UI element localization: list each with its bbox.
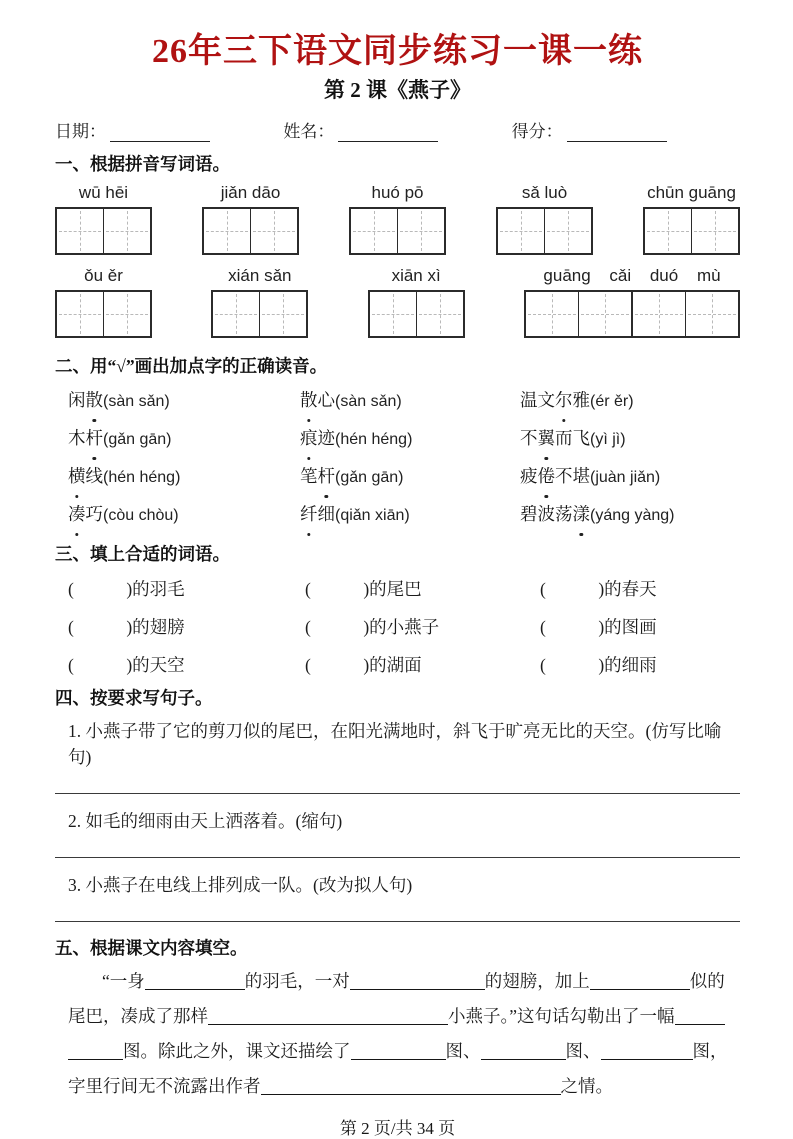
section-1-heading: 一、根据拼音写词语。 bbox=[55, 154, 230, 175]
pinyin-word-group bbox=[368, 265, 465, 338]
fill-blank[interactable] bbox=[68, 1045, 123, 1060]
sentence-text: 1. 小燕子带了它的剪刀似的尾巴，在阳光满地时，斜飞于旷亮无比的天空。(仿写比喻句) bbox=[68, 721, 722, 768]
score-field bbox=[512, 117, 740, 142]
pronunciation-item bbox=[520, 496, 740, 534]
name-label: 姓名： bbox=[283, 122, 335, 142]
pinyin-options[interactable]: (gǎn gān) bbox=[335, 469, 404, 487]
writing-cell[interactable] bbox=[204, 209, 251, 253]
paragraph-text: 小燕子。”这句话勾勒出了一幅 bbox=[448, 1006, 675, 1027]
dotted-character: 凑 bbox=[68, 496, 86, 533]
answer-line[interactable] bbox=[55, 920, 740, 922]
fill-blank[interactable] bbox=[675, 1010, 725, 1025]
pinyin-word-group bbox=[349, 182, 446, 255]
fill-word-item[interactable]: ( )的翅膀 bbox=[68, 617, 185, 638]
pinyin-word-group bbox=[55, 182, 152, 255]
cloze-line bbox=[68, 1034, 740, 1069]
target-word: 疲倦不堪 bbox=[520, 466, 590, 486]
pinyin-options[interactable]: (gǎn gān) bbox=[103, 431, 172, 449]
cloze-line bbox=[68, 999, 740, 1034]
fill-blank[interactable] bbox=[208, 1010, 448, 1025]
pinyin-word-group bbox=[643, 182, 740, 255]
pinyin-options[interactable]: (sàn sǎn) bbox=[335, 393, 402, 411]
pinyin-options[interactable]: (sàn sǎn) bbox=[103, 393, 170, 411]
section-2-heading: 二、用“√”画出加点字的正确读音。 bbox=[55, 356, 328, 377]
target-word: 笔杆 bbox=[300, 466, 335, 486]
dotted-character: 杆 bbox=[318, 458, 336, 495]
writing-cell[interactable] bbox=[351, 209, 398, 253]
answer-line[interactable] bbox=[55, 856, 740, 858]
writing-cell[interactable] bbox=[579, 292, 633, 336]
fill-blank[interactable] bbox=[350, 975, 485, 990]
score-label: 得分： bbox=[511, 122, 563, 142]
writing-cell[interactable] bbox=[545, 209, 591, 253]
pinyin-label: xián sǎn bbox=[228, 266, 292, 286]
pinyin-label: wū hēi bbox=[78, 183, 129, 203]
pinyin-options[interactable]: (hén héng) bbox=[103, 469, 181, 487]
pinyin-options[interactable]: (còu chòu) bbox=[103, 507, 179, 525]
pinyin-label: sǎ luò bbox=[521, 183, 568, 203]
dotted-character: 痕 bbox=[300, 420, 318, 457]
target-word: 凑巧 bbox=[68, 504, 103, 524]
paragraph-text: 字里行间无不流露出作者 bbox=[68, 1076, 261, 1097]
writing-cell[interactable] bbox=[692, 209, 738, 253]
cloze-line bbox=[68, 964, 740, 999]
writing-grid[interactable] bbox=[349, 207, 446, 255]
pronunciation-item bbox=[68, 420, 300, 458]
sentence-text: 2. 如毛的细雨由天上洒落着。(缩句) bbox=[68, 811, 343, 832]
target-word: 痕迹 bbox=[300, 428, 335, 448]
fill-word-item[interactable]: ( )的春天 bbox=[540, 579, 657, 600]
writing-cell[interactable] bbox=[686, 292, 738, 336]
fill-word-item[interactable]: ( )的尾巴 bbox=[305, 579, 422, 600]
pinyin-options[interactable]: (yáng yàng) bbox=[590, 507, 675, 525]
writing-cell[interactable] bbox=[398, 209, 444, 253]
target-word: 横线 bbox=[68, 466, 103, 486]
writing-grid[interactable] bbox=[211, 290, 308, 338]
name-field bbox=[283, 117, 511, 142]
pinyin-options[interactable]: (yì jì) bbox=[590, 431, 626, 449]
writing-cell[interactable] bbox=[251, 209, 297, 253]
target-word: 木杆 bbox=[68, 428, 103, 448]
writing-cell[interactable] bbox=[633, 292, 686, 336]
fill-blank[interactable] bbox=[481, 1045, 566, 1060]
target-word: 不翼而飞 bbox=[520, 428, 590, 448]
writing-cell[interactable] bbox=[104, 292, 150, 336]
target-word: 闲散 bbox=[68, 390, 103, 410]
fill-blank[interactable] bbox=[590, 975, 690, 990]
lesson-title: 第 2 课《燕子》 bbox=[324, 77, 471, 102]
pinyin-grid-row-2 bbox=[55, 265, 740, 338]
dotted-character: 散 bbox=[300, 382, 318, 419]
name-blank-line[interactable] bbox=[338, 126, 438, 142]
pronunciation-item bbox=[68, 382, 300, 420]
fill-word-grid bbox=[68, 570, 740, 684]
writing-cell[interactable] bbox=[57, 292, 104, 336]
fill-word-item[interactable]: ( )的小燕子 bbox=[305, 617, 440, 638]
dotted-character: 尔 bbox=[555, 382, 573, 419]
pinyin-word-group bbox=[496, 182, 593, 255]
date-field bbox=[55, 117, 283, 142]
pinyin-label: ǒu ěr bbox=[84, 266, 123, 286]
dotted-character: 杆 bbox=[86, 420, 104, 457]
fill-word-item[interactable]: ( )的图画 bbox=[540, 617, 657, 638]
section-4-heading: 四、按要求写句子。 bbox=[55, 688, 213, 709]
pinyin-word-group bbox=[55, 265, 152, 338]
date-blank-line[interactable] bbox=[110, 126, 210, 142]
writing-grid[interactable] bbox=[524, 290, 740, 338]
pronunciation-item bbox=[68, 496, 300, 534]
pronunciation-item bbox=[68, 458, 300, 496]
paragraph-text: 图。除此之外，课文还描绘了 bbox=[123, 1041, 351, 1062]
dotted-character: 横 bbox=[68, 458, 86, 495]
fill-word-item[interactable]: ( )的湖面 bbox=[305, 655, 422, 676]
paragraph-text: 的翅膀，加上 bbox=[484, 971, 590, 992]
writing-cell[interactable] bbox=[370, 292, 417, 336]
paragraph-text: 图、 bbox=[565, 1041, 601, 1062]
writing-grid[interactable] bbox=[368, 290, 465, 338]
writing-cell[interactable] bbox=[57, 209, 104, 253]
writing-grid[interactable] bbox=[496, 207, 593, 255]
writing-grid[interactable] bbox=[55, 207, 152, 255]
pinyin-label: chūn guāng bbox=[647, 183, 736, 203]
pronunciation-item bbox=[520, 420, 740, 458]
dotted-character: 漾 bbox=[573, 496, 591, 533]
writing-cell[interactable] bbox=[417, 292, 463, 336]
writing-cell[interactable] bbox=[526, 292, 579, 336]
pinyin-word-group bbox=[524, 265, 740, 338]
fill-blank[interactable] bbox=[601, 1045, 693, 1060]
section-3-heading: 三、填上合适的词语。 bbox=[55, 544, 230, 565]
pinyin-options[interactable]: (juàn jiǎn) bbox=[590, 469, 661, 487]
pinyin-label: guāng cǎi duó mù bbox=[543, 266, 721, 286]
pronunciation-item bbox=[520, 458, 740, 496]
writing-grid[interactable] bbox=[643, 207, 740, 255]
target-word: 纤细 bbox=[300, 504, 335, 524]
answer-line[interactable] bbox=[55, 792, 740, 794]
dotted-character: 纤 bbox=[300, 496, 318, 533]
dotted-character: 散 bbox=[86, 382, 104, 419]
paragraph-text: 之情。 bbox=[560, 1076, 613, 1097]
pinyin-label: jiǎn dāo bbox=[220, 183, 281, 203]
paragraph-text: 图， bbox=[692, 1041, 728, 1062]
pinyin-options[interactable]: (qiǎn xiān) bbox=[335, 507, 410, 525]
pronunciation-item bbox=[300, 458, 520, 496]
pinyin-options[interactable]: (hén héng) bbox=[335, 431, 413, 449]
pronunciation-item bbox=[300, 420, 520, 458]
cloze-paragraph bbox=[68, 964, 740, 1104]
fill-blank[interactable] bbox=[261, 1080, 561, 1095]
fill-word-item[interactable]: ( )的天空 bbox=[68, 655, 185, 676]
fill-blank[interactable] bbox=[145, 975, 245, 990]
sentence-exercise-list bbox=[68, 718, 740, 922]
pronunciation-item bbox=[300, 382, 520, 420]
paragraph-text: 图、 bbox=[445, 1041, 481, 1062]
section-5-heading: 五、根据课文内容填空。 bbox=[55, 938, 248, 959]
pinyin-label: huó pō bbox=[371, 183, 424, 203]
writing-cell[interactable] bbox=[260, 292, 306, 336]
fill-blank[interactable] bbox=[351, 1045, 446, 1060]
page-number: 第 2 页/共 34 页 bbox=[339, 1119, 456, 1139]
paragraph-text: “一身 bbox=[102, 971, 145, 992]
pinyin-grid-row-1 bbox=[55, 182, 740, 255]
pronunciation-item bbox=[300, 496, 520, 534]
pinyin-word-group bbox=[211, 265, 308, 338]
pronunciation-choice-grid bbox=[68, 382, 740, 534]
dotted-character: 倦 bbox=[538, 458, 556, 495]
pinyin-options[interactable]: (ér ěr) bbox=[590, 393, 634, 411]
target-word: 碧波荡漾 bbox=[520, 504, 590, 524]
dotted-character: 翼 bbox=[538, 420, 556, 457]
fill-word-item[interactable]: ( )的羽毛 bbox=[68, 579, 185, 600]
paragraph-text: 似的 bbox=[689, 971, 725, 992]
target-word: 温文尔雅 bbox=[520, 390, 590, 410]
fill-word-item[interactable]: ( )的细雨 bbox=[540, 655, 657, 676]
writing-cell[interactable] bbox=[104, 209, 150, 253]
sentence-text: 3. 小燕子在电线上排列成一队。(改为拟人句) bbox=[68, 875, 413, 896]
page-title: 26年三下语文同步练习一课一练 bbox=[152, 33, 643, 70]
score-blank-line[interactable] bbox=[567, 126, 667, 142]
cloze-line bbox=[68, 1069, 740, 1104]
paragraph-text: 尾巴，凑成了那样 bbox=[68, 1006, 208, 1027]
date-label: 日期： bbox=[55, 122, 106, 142]
writing-cell[interactable] bbox=[213, 292, 260, 336]
writing-grid[interactable] bbox=[202, 207, 299, 255]
writing-cell[interactable] bbox=[645, 209, 692, 253]
writing-cell[interactable] bbox=[498, 209, 545, 253]
pronunciation-item bbox=[520, 382, 740, 420]
pinyin-label: xiān xì bbox=[391, 266, 441, 286]
pinyin-word-group bbox=[202, 182, 299, 255]
writing-grid[interactable] bbox=[55, 290, 152, 338]
info-row bbox=[55, 117, 740, 142]
target-word: 散心 bbox=[300, 390, 335, 410]
paragraph-text: 的羽毛，一对 bbox=[244, 971, 350, 992]
